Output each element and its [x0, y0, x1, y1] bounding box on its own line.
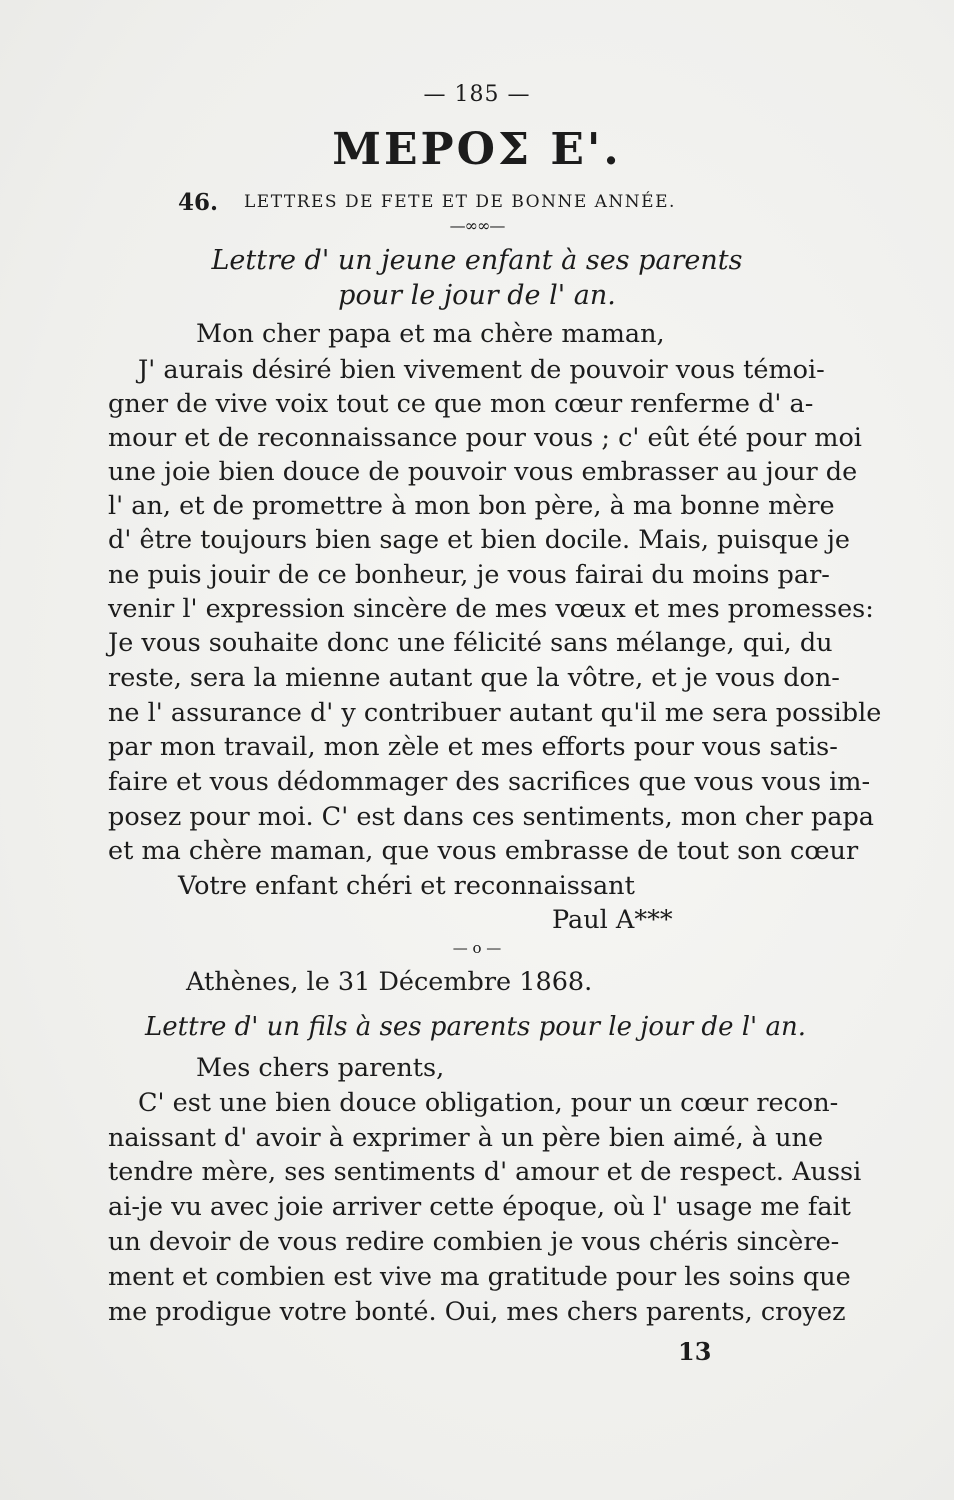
letter1-title-line1: Lettre d' un jeune enfant à ses parents	[211, 245, 743, 276]
part-title: ΜΕΡΟΣ Ε'.	[332, 124, 622, 175]
letter2-line: C' est une bien douce obligation, pour un cœur recon-	[138, 1088, 839, 1118]
letter1-line: venir l' expression sincère de mes vœux et mes promesses:	[108, 594, 874, 624]
section-number: 46.	[178, 189, 219, 216]
letter2-line: me prodigue votre bonté. Oui, mes chers parents, croyez	[108, 1297, 846, 1327]
letter1-line: Je vous souhaite donc une félicité sans mélange, qui, du	[108, 628, 833, 658]
letter1-line: faire et vous dédommager des sacrifices que vous vous im-	[108, 767, 871, 797]
letter1-line: et ma chère maman, que vous embrasse de tout son cœur	[108, 836, 859, 866]
letter1-line: une joie bien douce de pouvoir vous embrasser au jour de	[108, 457, 858, 487]
letter2-salutation: Mes chers parents,	[196, 1053, 445, 1083]
letter1-title-line2: pour le jour de l' an.	[338, 280, 616, 311]
letter1-line: reste, sera la mienne autant que la vôtre, et je vous don-	[108, 663, 840, 693]
section-title: LETTRES DE FETE ET DE BONNE ANNÉE.	[244, 192, 676, 212]
letter1-line: mour et de reconnaissance pour vous ; c' eût été pour moi	[108, 423, 862, 453]
letter1-salutation: Mon cher papa et ma chère maman,	[196, 319, 665, 349]
letter2-line: ai-je vu avec joie arriver cette époque, où l' usage me fait	[108, 1192, 851, 1222]
letter1-line: l' an, et de promettre à mon bon père, à ma bonne mère	[108, 491, 835, 521]
letter1-signature: Paul A***	[552, 905, 673, 935]
section-separator: — o —	[452, 939, 502, 957]
signature-mark: 13	[678, 1337, 712, 1366]
letter2-line: tendre mère, ses sentiments d' amour et de respect. Aussi	[108, 1157, 862, 1187]
ornament-divider: —∞∞—	[449, 216, 505, 235]
letter2-line: naissant d' avoir à exprimer à un père bien aimé, à une	[108, 1123, 824, 1153]
page-number: — 185 —	[423, 82, 531, 107]
letter1-line: J' aurais désiré bien vivement de pouvoir vous témoi-	[138, 355, 825, 385]
letter1-line: ne l' assurance d' y contribuer autant qu'il me sera possible	[108, 698, 882, 728]
letter1-line: ne puis jouir de ce bonheur, je vous fairai du moins par-	[108, 560, 830, 590]
letter2-line: un devoir de vous redire combien je vous chéris sincère-	[108, 1227, 840, 1257]
letter2-line: ment et combien est vive ma gratitude pour les soins que	[108, 1262, 851, 1292]
letter1-line: par mon travail, mon zèle et mes efforts pour vous satis-	[108, 732, 838, 762]
letter2-dateline: Athènes, le 31 Décembre 1868.	[186, 967, 593, 997]
letter1-closing: Votre enfant chéri et reconnaissant	[178, 871, 635, 901]
letter1-line: gner de vive voix tout ce que mon cœur renferme d' a-	[108, 389, 814, 419]
letter2-title: Lettre d' un fils à ses parents pour le jour de l' an.	[145, 1012, 806, 1042]
letter1-line: posez pour moi. C' est dans ces sentiments, mon cher papa	[108, 802, 874, 832]
letter1-line: d' être toujours bien sage et bien docile. Mais, puisque je	[108, 525, 850, 555]
